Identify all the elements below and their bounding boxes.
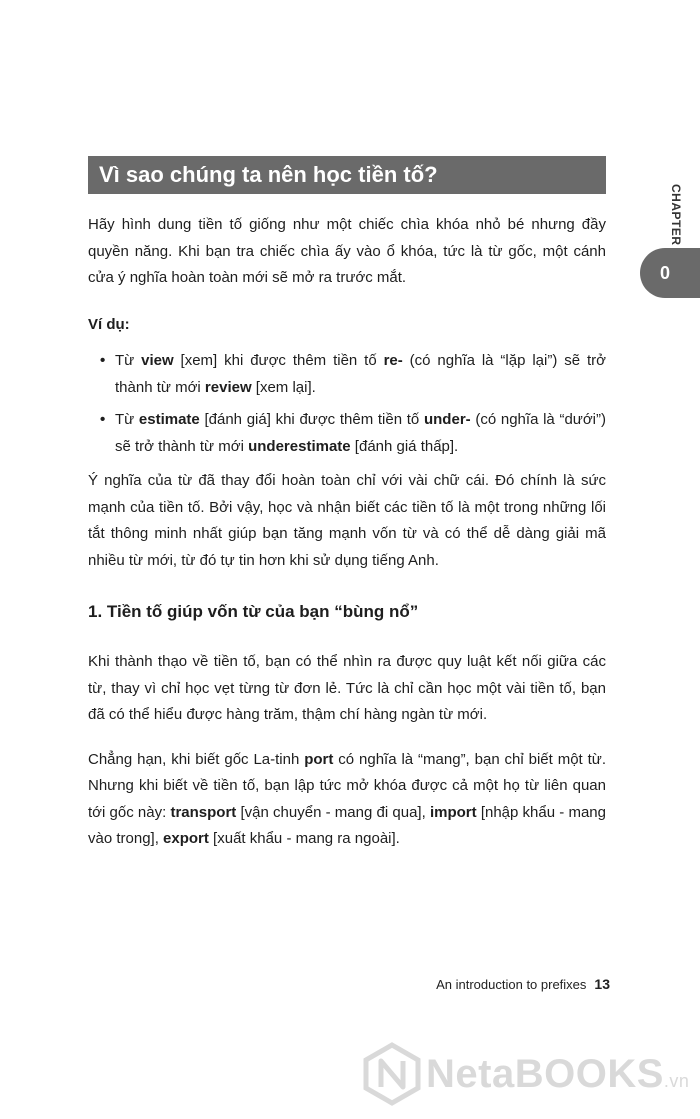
keyword: view <box>141 352 174 369</box>
page-footer <box>380 976 610 992</box>
text: [xem] khi được thêm tiền tố <box>173 352 384 369</box>
text: [xem lại]. <box>251 378 316 396</box>
example-label: Ví dụ: <box>88 315 130 333</box>
latin-root-paragraph <box>88 747 606 853</box>
text: Từ <box>115 411 139 428</box>
keyword: underestimate <box>248 437 351 455</box>
page-content <box>88 212 606 853</box>
subsection-heading: 1. Tiền tố giúp vốn từ của bạn “bùng nổ” <box>88 602 419 621</box>
fluency-paragraph: Khi thành thạo về tiền tố, bạn có thể nhìn ra được quy luật kết nối giữa các từ, thay vì chỉ học vẹt từng từ đơn lẻ. Tức là chỉ cần học một vài tiền tố, bạn đã có thể hiểu được hàng trăm, thậm chí hàng ngàn từ mới. <box>88 653 606 723</box>
text: (có nghĩa là “dưới”) sẽ trở thành từ mới <box>115 411 607 455</box>
intro-paragraph: Hãy hình dung tiền tố giống như một chiếc chìa khóa nhỏ bé nhưng đầy quyền năng. Khi bạn tra chiếc chìa ấy vào ổ khóa, tức là từ gốc, một cánh cửa ý nghĩa hoàn toàn mới sẽ mở ra trước mắt. <box>88 216 606 286</box>
keyword: review <box>204 378 252 396</box>
page-number: 13 <box>594 976 610 992</box>
list-item <box>88 407 606 460</box>
keyword: transport <box>170 803 237 821</box>
brand-logo-icon <box>362 1042 422 1106</box>
brand-suffix: .vn <box>663 1071 690 1091</box>
keyword: re- <box>383 352 403 369</box>
text: [đánh giá] khi được thêm tiền tố <box>199 411 424 428</box>
watermark <box>362 1042 692 1106</box>
meaning-paragraph: Ý nghĩa của từ đã thay đổi hoàn toàn chỉ với vài chữ cái. Đó chính là sức mạnh của tiền tố. Bởi vậy, học và nhận biết các tiền tố là một trong những lối tắt thông minh nhất giúp bạn tăng mạnh vốn từ và có thể dễ dàng giải mã nhiều từ mới, từ đó tự tin hơn khi sử dụng tiếng Anh. <box>88 472 606 569</box>
keyword: estimate <box>138 411 200 428</box>
running-title: An introduction to prefixes <box>436 977 587 992</box>
text: Từ <box>115 352 142 369</box>
bullet-icon: • <box>100 352 106 369</box>
brand-name: NetaBOOKS <box>426 1052 664 1096</box>
keyword: export <box>163 830 209 847</box>
chapter-label: CHAPTER <box>669 184 683 246</box>
text: Chẳng hạn, khi biết gốc La-tinh <box>88 750 305 768</box>
text: [đánh giá thấp]. <box>350 437 459 455</box>
example-list <box>88 348 606 460</box>
keyword: under- <box>423 411 471 428</box>
bullet-icon: • <box>100 411 106 428</box>
chapter-number: 0 <box>659 263 670 283</box>
text: (có nghĩa là “lặp lại”) sẽ trở thành từ mới <box>115 352 606 396</box>
list-item <box>88 348 606 401</box>
keyword: import <box>429 803 477 821</box>
chapter-badge <box>640 248 700 298</box>
keyword: port <box>304 750 334 768</box>
watermark-text <box>426 1050 689 1105</box>
chapter-tab <box>640 172 700 302</box>
text: có nghĩa là “mang”, bạn chỉ biết một từ. Nhưng khi biết về tiền tố, bạn lập tức mở khóa được cả một họ từ liên quan tới gốc này: <box>88 750 606 821</box>
text: [nhập khẩu - mang vào trong], <box>88 803 606 847</box>
text: [vận chuyển - mang đi qua], <box>236 803 430 821</box>
section-heading: Vì sao chúng ta nên học tiền tố? <box>88 156 606 194</box>
text: [xuất khẩu - mang ra ngoài]. <box>208 830 400 847</box>
